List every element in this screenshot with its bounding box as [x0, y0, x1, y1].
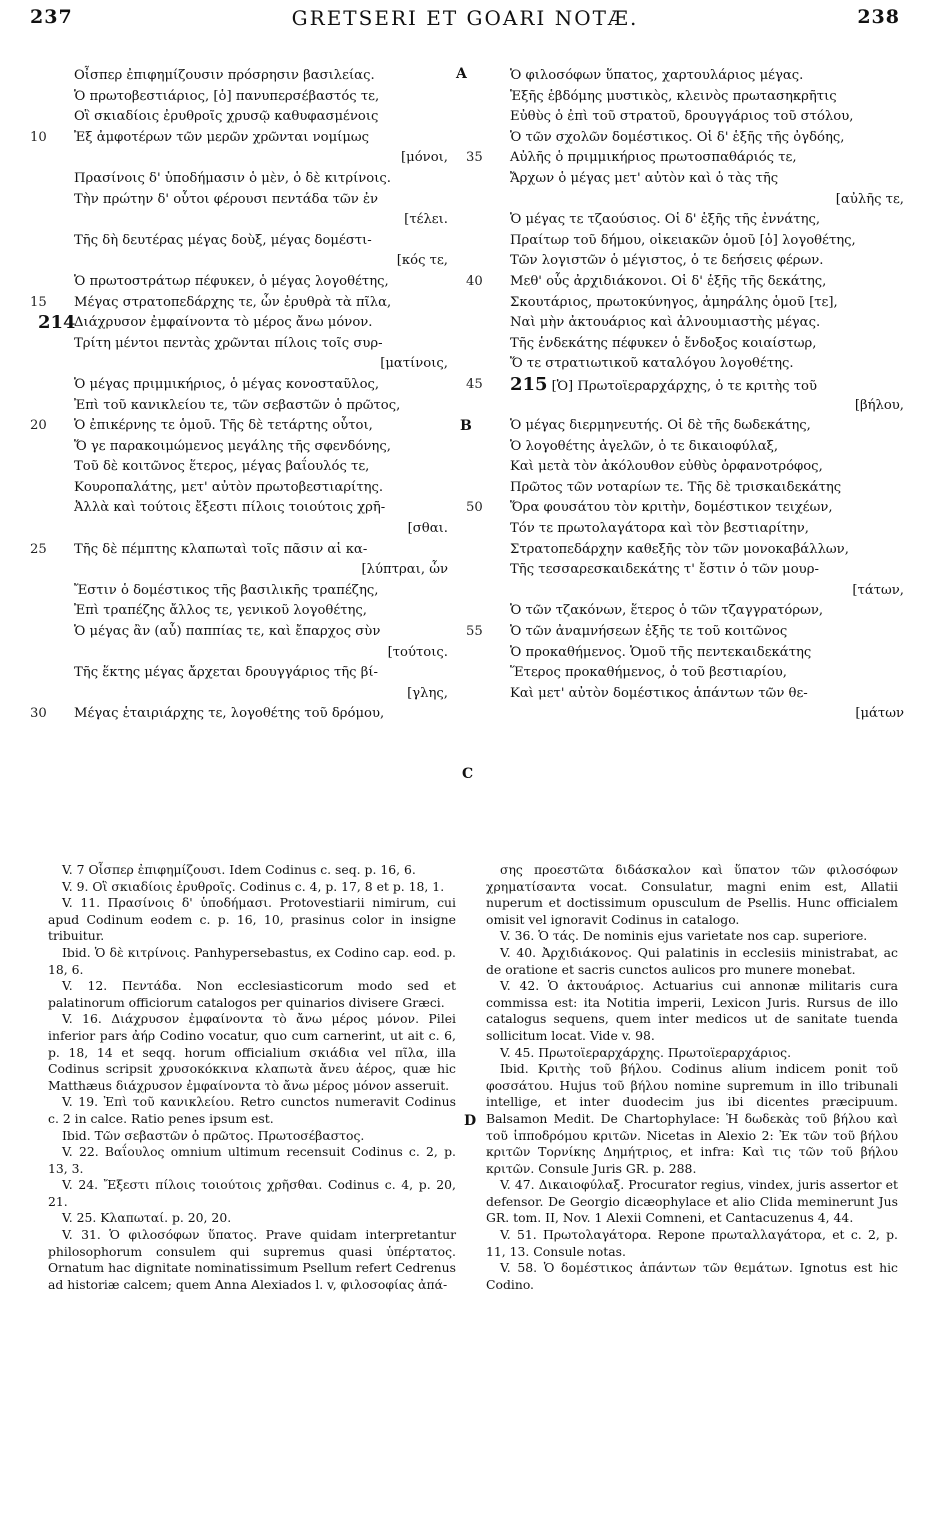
verse-line: [74, 437, 454, 458]
verse-text: Τοῦ δὲ κοιτῶνος ἕτερος, μέγας βαΐουλός τε,: [74, 459, 370, 475]
verse-line: [510, 190, 910, 211]
verse-line: [510, 416, 910, 437]
verse-line: [74, 560, 454, 581]
verse-text: Ναὶ μὴν ἀκτουάριος καὶ ἀλνουμιαστὴς μέγας.: [510, 315, 821, 331]
verse-line: [510, 540, 910, 561]
verse-text: Ὁ τῶν ἀναμνήσεων ἑξῆς τε τοῦ κοιτῶνος: [510, 624, 788, 640]
verse-line: [466, 272, 910, 293]
verse-text: Ἀλλὰ καὶ τούτοις ἔξεστι πίλοις τοιούτοις χρῆ-: [74, 500, 386, 516]
left-page-number: 237: [30, 6, 73, 28]
verse-column-right: [466, 66, 910, 725]
annotation-note: V. 51. Πρωτολαγάτορα. Repone πρωταλλαγάτορα, et c. 2, p. 11, 13. Consule notas.: [486, 1227, 898, 1259]
verse-text: Διάχρυσον ἐμφαίνοντα τὸ μέρος ἄνω μόνον.: [74, 315, 373, 331]
line-number: 40: [466, 273, 483, 289]
verse-line: [466, 622, 910, 643]
verse-text: [ματίνοις,: [380, 356, 448, 372]
line-number: 10: [30, 129, 47, 145]
verse-line: [466, 148, 910, 169]
margin-marker-d: D: [464, 1113, 477, 1129]
verse-line: [74, 622, 454, 643]
verse-text: [μόνοι,: [401, 150, 448, 166]
verse-line: [510, 396, 910, 417]
verse-line: [30, 416, 454, 437]
verse-line: [30, 293, 454, 314]
verse-line: [510, 684, 910, 705]
verse-text: [αὐλῆς τε,: [835, 191, 904, 207]
verse-text: Ὁ μέγας ἂν (αὖ) παππίας τε, καὶ ἔπαρχος σὺν: [74, 624, 381, 640]
verse-line: [510, 293, 910, 314]
line-number: 35: [466, 150, 483, 166]
verse-line: [74, 251, 454, 272]
verse-line: [74, 210, 454, 231]
verse-line: [74, 354, 454, 375]
verse-text: Μέγας στρατοπεδάρχης τε, ὧν ἐρυθρὰ τὰ πῖλα,: [74, 294, 392, 310]
line-number: 30: [30, 706, 47, 722]
annotation-note: Ibid. Ὁ δὲ κιτρίνοις. Panhypersebastus, ex Codino cap. eod. p. 18, 6.: [48, 944, 456, 977]
verse-line: [74, 87, 454, 108]
verse-line: [74, 148, 454, 169]
line-number: 45: [466, 376, 483, 392]
verse-text: Ἐπὶ τραπέζης ἄλλος τε, γενικοῦ λογοθέτης,: [74, 603, 367, 619]
verse-line: [74, 66, 454, 87]
verse-line: [74, 498, 454, 519]
verse-line: [510, 643, 910, 664]
annotation-note: V. 22. Βαΐουλος omnium ultimum recensuit Codinus c. 2, p. 13, 3.: [48, 1144, 456, 1176]
verse-line: [74, 231, 454, 252]
verse-text: Ὅ γε παρακοιμώμενος μεγάλης τῆς σφενδόνης,: [74, 438, 391, 454]
verse-text: Στρατοπεδάρχην καθεξῆς τὸν τῶν μονοκαβάλλων,: [510, 541, 849, 557]
verse-text: Τρίτη μέντοι πεντὰς χρῶνται πίλοις τοῖς συρ-: [74, 335, 383, 351]
verse-text: [κός τε,: [396, 253, 448, 269]
verse-line: [510, 169, 910, 190]
verse-text: Πραίτωρ τοῦ δήμου, οἰκειακῶν ὁμοῦ [ὁ] λογοθέτης,: [510, 232, 856, 248]
verse-text: Ὁ μέγας διερμηνευτής. Οἱ δὲ τῆς δωδεκάτης,: [510, 418, 811, 434]
verse-text: Ἐπὶ τοῦ κανικλείου τε, τῶν σεβαστῶν ὁ πρῶτος,: [74, 397, 401, 413]
verse-line: [510, 210, 910, 231]
verse-line: [74, 663, 454, 684]
verse-line: [510, 704, 910, 725]
notes-column-right: [486, 862, 898, 1293]
verse-line: [510, 66, 910, 87]
verse-text: [τούτοις.: [387, 644, 448, 660]
verse-text: Ὁ φιλοσόφων ὕπατος, χαρτουλάριος μέγας.: [510, 68, 804, 83]
verse-line: [466, 498, 910, 519]
line-number: 25: [30, 541, 47, 557]
margin-marker-c: C: [462, 766, 474, 782]
verse-text: Τῆς ἕκτης μέγας ἄρχεται δρουγγάριος τῆς βί-: [74, 665, 378, 681]
verse-line: [510, 87, 910, 108]
verse-line: [510, 354, 910, 375]
verse-line: [74, 684, 454, 705]
verse-text: Σκουτάριος, πρωτοκύνηγος, ἀμηράλης ὁμοῦ [τε],: [510, 294, 838, 310]
notes-column-left: [48, 862, 456, 1293]
line-number: 20: [30, 418, 47, 434]
line-number: 50: [466, 500, 483, 516]
verse-line: [30, 540, 454, 561]
verse-line: [510, 437, 910, 458]
verse-text: Τῆς τεσσαρεσκαιδεκάτης τ' ἔστιν ὁ τῶν μουρ-: [510, 562, 819, 578]
verse-line: [74, 457, 454, 478]
verse-line: [74, 601, 454, 622]
annotation-note: V. 7 Οἶσπερ ἐπιφημίζουσι. Idem Codinus c. seq. p. 16, 6.: [62, 862, 416, 877]
verse-line: [74, 643, 454, 664]
verse-text: [σθαι.: [407, 521, 448, 537]
verse-line: [510, 251, 910, 272]
verse-text: Τῶν λογιστῶν ὁ μέγιστος, ὁ τε δεήσεις φέρων.: [510, 253, 824, 269]
verse-line: [74, 519, 454, 540]
verse-line: [74, 169, 454, 190]
verse-text: Ὁ ἐπικέρνης τε ὁμοῦ. Τῆς δὲ τετάρτης οὗτοι,: [74, 418, 373, 434]
verse-line: [74, 581, 454, 602]
verse-text: Ὁ προκαθήμενος. Ὁμοῦ τῆς πεντεκαιδεκάτης: [510, 644, 812, 660]
line-number: 15: [30, 294, 47, 310]
verse-text: Μεθ' οὗς ἀρχιδιάκονοι. Οἱ δ' ἑξῆς τῆς δεκάτης,: [510, 273, 827, 289]
verse-line: [74, 334, 454, 355]
verse-line: [510, 334, 910, 355]
verse-text: Ἕτερος προκαθήμενος, ὁ τοῦ βεστιαρίου,: [510, 665, 787, 681]
verse-line: [510, 231, 910, 252]
verse-text: Καὶ μετὰ τὸν ἀκόλουθον εὐθὺς ὀρφανοτρόφος,: [510, 459, 823, 475]
verse-text: Τῆς δὴ δευτέρας μέγας δοὺξ, μέγας δομέστι-: [74, 232, 372, 248]
verse-line: [510, 107, 910, 128]
annotation-note: V. 45. Πρωτοϊεραρχάρχης. Πρωτοϊεραρχάριος.: [500, 1044, 792, 1060]
verse-text: Κουροπαλάτης, μετ' αὐτὸν πρωτοβεστιαρίτης.: [74, 479, 384, 495]
verse-text: Ὅ τε στρατιωτικοῦ καταλόγου λογοθέτης.: [510, 356, 794, 372]
verse-line: [510, 478, 910, 499]
annotation-note: V. 19. Ἐπὶ τοῦ κανικλείου. Retro cunctos numeravit Codinus c. 2 in calce. Ratio penes ipsum est.: [48, 1094, 456, 1126]
column-count: 215: [510, 373, 548, 395]
margin-marker-b: B: [460, 418, 472, 434]
verse-text: Ὁ λογοθέτης ἀγελῶν, ὁ τε δικαιοφύλαξ,: [510, 438, 779, 454]
annotation-note: V. 42. Ὁ ἀκτουάριος. Actuarius cui annonæ militaris cura commissa est: ita Notitia imperii, Lexicon Juris. Rursus de illo catalogus sequens, quem inter medicos ut de sanitate tuenda sollicitum locat. Vide v. 98.: [486, 978, 898, 1043]
verse-text: [γλης,: [407, 685, 448, 701]
annotation-note: V. 58. Ὁ δομέστικος ἁπάντων τῶν θεμάτων. Ignotus est hic Codino.: [486, 1260, 898, 1292]
annotation-note: V. 9. Οἳ σκιαδίοις ἐρυθροῖς. Codinus c. 4, p. 17, 8 et p. 18, 1.: [62, 878, 445, 894]
verse-text: Τὴν πρώτην δ' οὗτοι φέρουσι πεντάδα τῶν ἐν: [74, 191, 379, 207]
annotation-note: Ibid. Τῶν σεβαστῶν ὁ πρῶτος. Πρωτοσέβαστος.: [62, 1127, 365, 1143]
verse-text: [Ὁ] Πρωτοϊεραρχάρχης, ὁ τε κριτὴς τοῦ: [551, 378, 818, 394]
column-count: 214: [38, 312, 76, 334]
verse-line: [74, 375, 454, 396]
verse-text: Πρασίνοις δ' ὑποδήμασιν ὁ μὲν, ὁ δὲ κιτρίνοις.: [74, 170, 391, 186]
annotation-note: V. 11. Πρασίνοις δ' ὑποδήμασι. Protovestiarii nimirum, cui apud Codinum eodem c. p. 16, 10, prasinus color in insigne tribuitur.: [48, 895, 456, 944]
verse-text: Ἑξῆς ἑβδόμης μυστικὸς, κλεινὸς πρωτασηκρῆτις: [510, 88, 837, 104]
annotation-note: V. 12. Πεντάδα. Non ecclesiasticorum modo sed et palatinorum officiorum catalogos per quinarios divisere Græci.: [48, 978, 456, 1010]
verse-text: Μέγας ἑταιριάρχης τε, λογοθέτης τοῦ δρόμου,: [74, 706, 385, 722]
verse-line: [74, 190, 454, 211]
verse-text: Ἐξ ἀμφοτέρων τῶν μερῶν χρῶνται νομίμως: [74, 129, 370, 145]
verse-text: [μάτων: [855, 706, 904, 722]
right-page-number: 238: [857, 6, 900, 28]
annotation-note: V. 36. Ὁ τάς. De nominis ejus varietate nos cap. superiore.: [500, 928, 868, 944]
verse-line: [510, 457, 910, 478]
verse-line: [510, 128, 910, 149]
verse-line: [74, 396, 454, 417]
verse-text: [τάτων,: [852, 582, 904, 598]
verse-line: [510, 601, 910, 622]
verse-text: Αὐλῆς ὁ πριμμικήριος πρωτοσπαθάριός τε,: [510, 150, 797, 166]
annotation-note: V. 24. Ἔξεστι πίλοις τοιούτοις χρῆσθαι. Codinus c. 4, p. 20, 21.: [48, 1177, 456, 1209]
annotation-note: V. 31. Ὁ φιλοσόφων ὕπατος. Prave quidam interpretantur philosophorum consulem qui supremus quasi ὑπέρτατος. Ornatum hac dignitate nominatissimum Psellum refert Cedrenus ad historiæ calcem; quem Anna Alexiados l. v, φιλοσοφίας ἀπά-: [48, 1227, 456, 1292]
verse-text: Τῆς ἑνδεκάτης πέφυκεν ὁ ἔνδοξος κοιαίστωρ,: [510, 335, 817, 351]
annotation-note: V. 16. Διάχρυσον ἐμφαίνοντα τὸ ἄνω μέρος μόνον. Pilei inferior pars ἀήρ Codino vocatur, quo cum carnerint, ut ait c. 6, p. 18, 14 et seqq. horum officialium σκιάδια vel πῖλα, illa Codinus scripsit χρυσοκόκκινα κλαπωτὰ ἄνευ ἀέρος, quæ hic Matthæus διάχρυσον ἐμφαίνοντα τὸ ἄνω μέρος μόνον asseruit.: [48, 1011, 456, 1093]
verse-line: [466, 373, 910, 396]
verse-text: Εὐθὺς ὁ ἐπὶ τοῦ στρατοῦ, δρουγγάριος τοῦ στόλου,: [510, 109, 854, 125]
annotation-note: V. 40. Ἀρχιδιάκονος. Qui palatinis in ecclesiis ministrabat, ac de oratione et sacris cunctos aulicos pro munere monebat.: [486, 944, 898, 977]
verse-text: Ὅρα φουσάτου τὸν κριτὴν, δομέστικον τειχέων,: [510, 500, 833, 516]
verse-line: [30, 128, 454, 149]
line-number: 55: [466, 624, 483, 640]
verse-text: Ὁ τῶν τζακόνων, ἕτερος ὁ τῶν τζαγγρατόρων,: [510, 603, 824, 619]
verse-line: [510, 560, 910, 581]
verse-text: [λύπτραι, ὧν: [361, 562, 448, 578]
verse-text: Οἳ σκιαδίοις ἐρυθροῖς χρυσῷ καθυφασμένοις: [74, 109, 379, 125]
annotation-note: V. 47. Δικαιοφύλαξ. Procurator regius, vindex, juris assertor et defensor. De Georgio dicæophylace et alio Clida meminerunt Jus GR. tom. II, Nov. 1 Alexii Comneni, et Cantacuzenus 4, 44.: [486, 1177, 898, 1226]
verse-line: [74, 272, 454, 293]
verse-text: Ὁ μέγας πριμμικήριος, ὁ μέγας κονοσταῦλος,: [74, 376, 380, 392]
verse-line: [30, 704, 454, 725]
verse-text: Τόν τε πρωτολαγάτορα καὶ τὸν βεστιαρίτην,: [510, 521, 809, 537]
verse-line: [510, 663, 910, 684]
verse-line: [38, 312, 454, 334]
annotation-note: σης προεστῶτα διδάσκαλον καὶ ὕπατον τῶν φιλοσόφων χρηματίσαντα vocat. Consulatur, magni enim est, Allatii nuperum et doctissimum opusculum de Psellis. Hunc officialem omisit vel ignoravit Codinus in catalogo.: [486, 862, 898, 927]
verse-text: Ἄρχων ὁ μέγας μετ' αὐτὸν καὶ ὁ τὰς τῆς: [510, 170, 779, 186]
verse-text: Ὁ πρωτοβεστιάριος, [ὁ] πανυπερσέβαστός τε,: [74, 88, 380, 104]
verse-text: Οἶσπερ ἐπιφημίζουσιν πρόσρησιν βασιλείας.: [74, 68, 375, 83]
verse-text: Ὁ πρωτοστράτωρ πέφυκεν, ὁ μέγας λογοθέτης,: [74, 273, 389, 289]
margin-marker-a: A: [456, 66, 467, 82]
verse-text: Καὶ μετ' αὐτὸν δομέστικος ἁπάντων τῶν θε-: [510, 685, 808, 701]
verse-column-left: [30, 66, 454, 725]
verse-text: Ὁ τῶν σχολῶν δομέστικος. Οἱ δ' ἑξῆς τῆς ὀγδόης,: [510, 129, 845, 145]
running-title: GRETSERI ET GOARI NOTÆ.: [291, 6, 639, 30]
verse-text: Πρῶτος τῶν νοταρίων τε. Τῆς δὲ τρισκαιδεκάτης: [510, 479, 842, 495]
verse-text: [τέλει.: [404, 212, 448, 228]
verse-line: [74, 107, 454, 128]
annotation-note: Ibid. Κριτὴς τοῦ βήλου. Codinus alium indicem ponit τοῦ φοσσάτου. Hujus τοῦ βήλου nomine supremum in illo tribunali intellige, et inter duodecim jus ibi dicentes præcipuum. Balsamon Medit. De Chartophylace: Ἡ δωδεκὰς τοῦ βήλου καὶ τοῦ ἱπποδρόμου κριτῶν. Nicetas in Alexio 2: Ἐκ τῶν τοῦ βήλου κριτῶν Τορνίκης Δημήτριος, et infra: Καὶ τις τῶν τοῦ βήλου κριτῶν. Consule Juris GR. p. 288.: [486, 1061, 898, 1176]
verse-text: Τῆς δὲ πέμπτης κλαπωταὶ τοῖς πᾶσιν αἱ κα-: [74, 541, 368, 557]
verse-text: [βήλου,: [854, 397, 904, 413]
verse-line: [510, 581, 910, 602]
verse-text: Ἔστιν ὁ δομέστικος τῆς βασιλικῆς τραπέζης,: [74, 582, 379, 598]
annotation-note: V. 25. Κλαπωταί. p. 20, 20.: [62, 1210, 232, 1226]
verse-line: [510, 519, 910, 540]
verse-line: [74, 478, 454, 499]
verse-line: [510, 313, 910, 334]
verse-text: Ὁ μέγας τε τζαούσιος. Οἱ δ' ἑξῆς τῆς ἐννάτης,: [510, 212, 821, 228]
